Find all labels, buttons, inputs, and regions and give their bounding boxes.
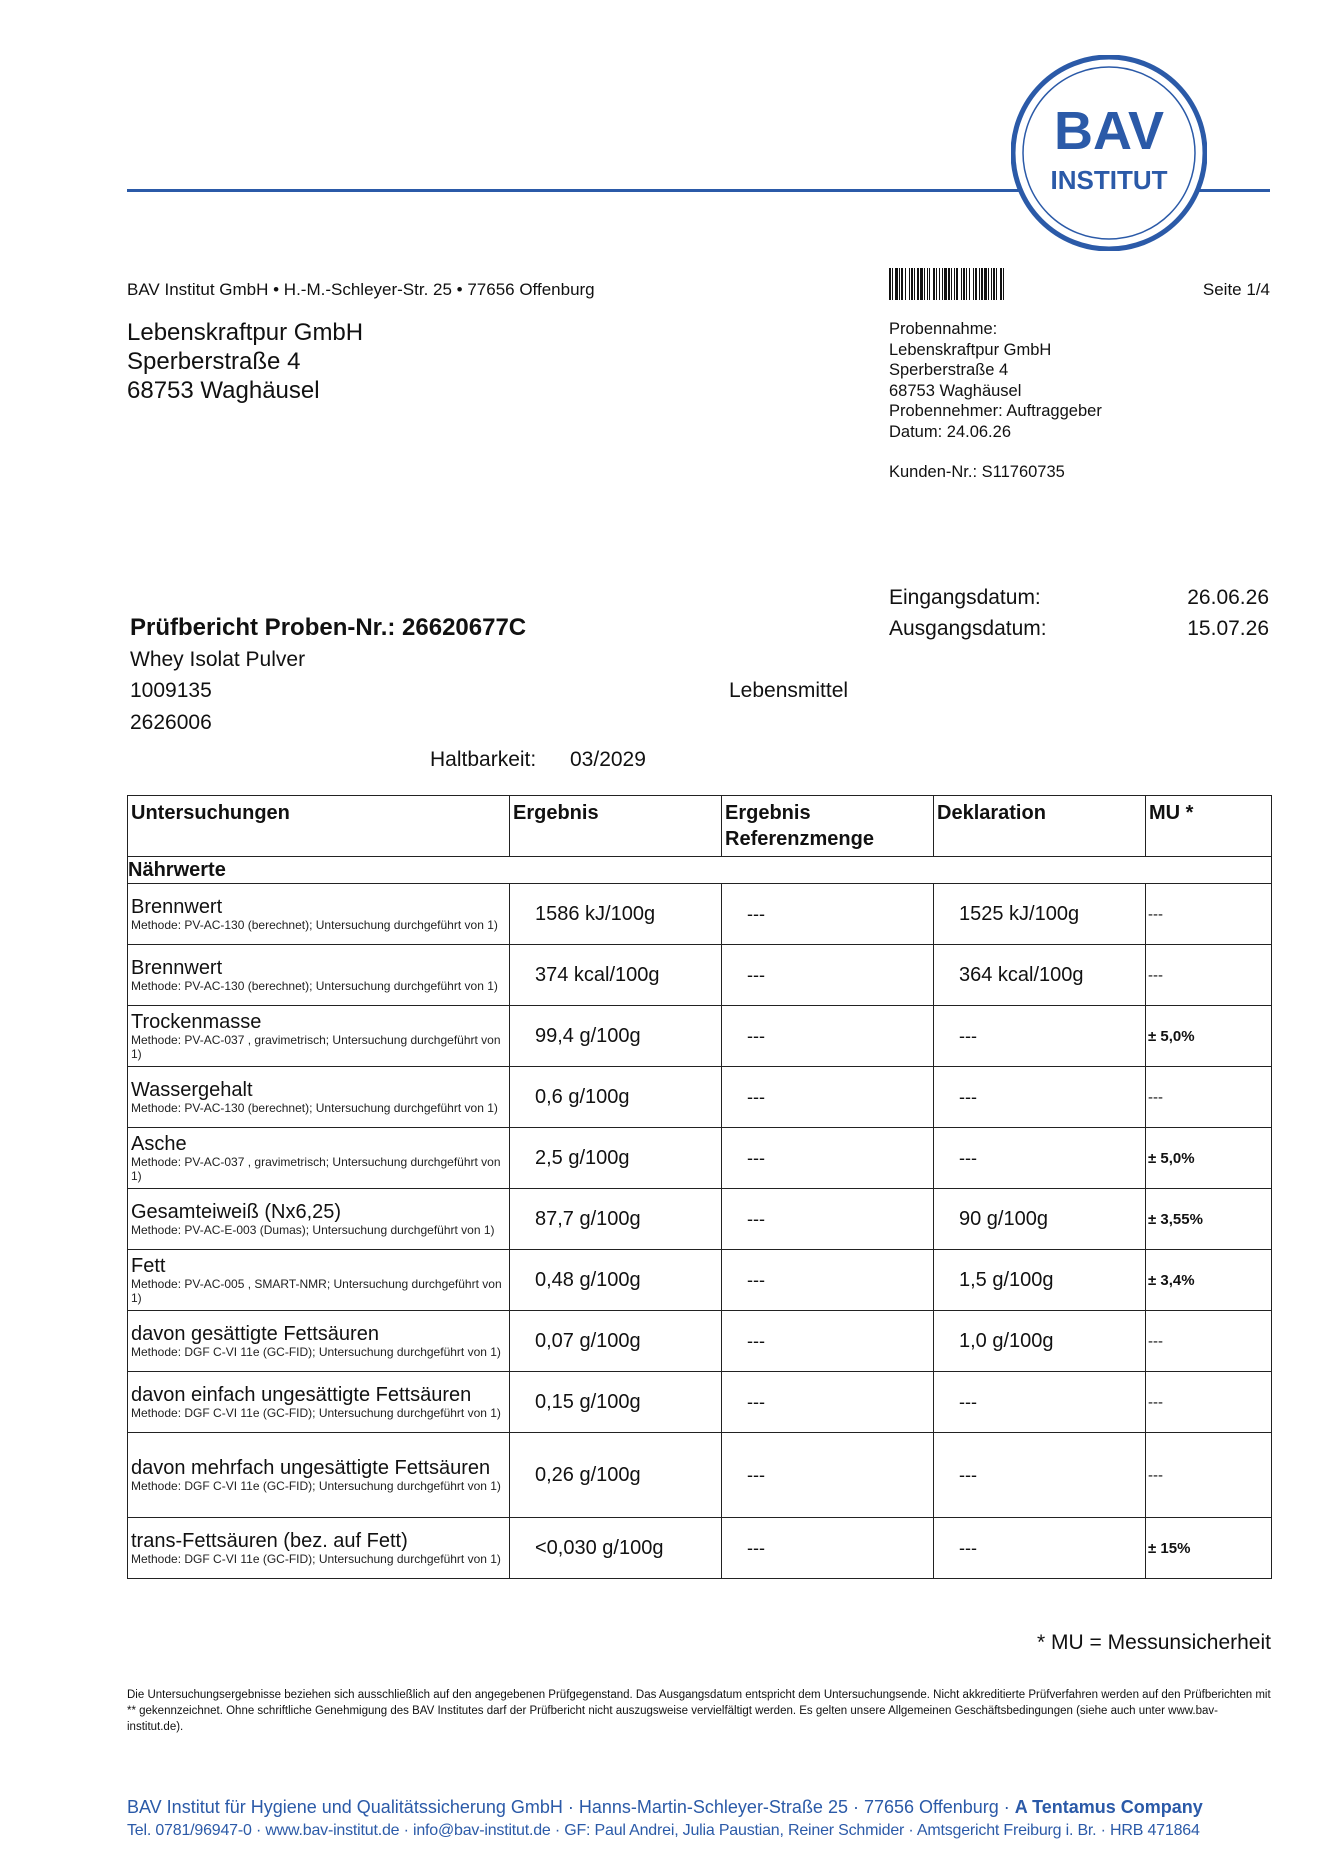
analyte-name: Asche [131,1133,187,1155]
barcode-bar [963,268,965,300]
barcode-bar [914,268,915,300]
analyte-name: Brennwert [131,896,223,918]
barcode-bar [996,268,997,300]
header-deklaration: Deklaration [934,796,1146,857]
barcode-bar [924,268,925,300]
table-row [128,1189,1272,1250]
declaration-value: 364 kcal/100g [934,945,1146,1006]
analyte-name: davon mehrfach ungesättigte Fettsäuren [131,1457,491,1479]
analyte-cell [128,1006,510,1067]
analyte-method: Methode: PV-AC-037 , gravimetrisch; Untersuchung durchgeführt von 1) [131,1155,501,1183]
table-row [128,1006,1272,1067]
header-ergebnis-referenzmenge: Ergebnis Referenzmenge [722,796,934,857]
declaration-value: --- [934,1128,1146,1189]
barcode-bar [905,268,906,300]
mu-footnote: * MU = Messunsicherheit [1036,1631,1271,1654]
analyte-name: Gesamteiweiß (Nx6,25) [131,1201,342,1223]
analyte-method: Methode: PV-AC-130 (berechnet); Untersuchung durchgeführt von 1) [131,979,498,993]
barcode-bar [966,268,967,300]
barcode-bar [956,268,958,300]
barcode-bar [991,268,992,300]
bav-logo [1011,55,1207,251]
reference-value: --- [722,1128,934,1189]
barcode-bar [954,268,955,300]
shelf-life-label: Haltbarkeit: [430,748,537,771]
barcode-bar [933,268,935,300]
barcode-bar [895,268,898,300]
recipient-address [127,318,363,405]
reference-value: --- [722,1250,934,1311]
product-code-1: 1009135 [130,679,212,702]
product-category: Lebensmittel [729,679,849,702]
result-value: 99,4 g/100g [510,1006,722,1067]
results-table [127,795,1272,1579]
declaration-value: 1,0 g/100g [934,1311,1146,1372]
footer-company-tag: A Tentamus Company [1014,1797,1203,1817]
analyte-method: Methode: DGF C-VI 11e (GC-FID); Untersuchung durchgeführt von 1) [131,1406,501,1420]
header-untersuchungen: Untersuchungen [128,796,510,857]
issued-date-label: Ausgangsdatum: [889,617,1047,640]
analyte-cell [128,1372,510,1433]
barcode-bar [927,268,928,300]
barcode-bar [939,268,940,300]
reference-value: --- [722,1433,934,1518]
declaration-value: --- [934,1372,1146,1433]
analyte-method: Methode: PV-AC-E-003 (Dumas); Untersuchung durchgeführt von 1) [131,1223,495,1237]
barcode-bar [979,268,980,300]
mu-value: ± 3,4% [1146,1250,1272,1311]
sampling-label: Probennahme: [889,320,998,338]
analyte-method: Methode: PV-AC-005 , SMART-NMR; Untersuchung durchgeführt von 1) [131,1277,502,1305]
barcode [889,268,1115,300]
mu-value: ± 3,55% [1146,1189,1272,1250]
barcode-bar [909,268,910,300]
table-header-row [128,796,1272,857]
report-title: Prüfbericht Proben-Nr.: 26620677C [130,614,527,641]
table-row [128,1067,1272,1128]
analyte-name: Wassergehalt [131,1079,253,1101]
table-row [128,1250,1272,1311]
mu-value: --- [1146,1067,1272,1128]
sampling-date: Datum: 24.06.26 [889,422,1011,441]
table-row [128,945,1272,1006]
sampler: Probennehmer: Auftraggeber [889,402,1102,420]
footer-contact: Tel. 0781/96947-0 · www.bav-institut.de · info@bav-institut.de · GF: Paul Andrei, Julia Paustian, Reiner Schmider · Amtsgericht Freiburg i. Br. · HRB 471864 [127,1822,1200,1839]
analyte-name: trans-Fettsäuren (bez. auf Fett) [131,1530,408,1552]
analyte-cell [128,884,510,945]
date-block [889,582,1269,644]
page-number: Seite 1/4 [1202,280,1270,299]
declaration-value: --- [934,1433,1146,1518]
mu-value: ± 5,0% [1146,1128,1272,1189]
section-naehrwerte: Nährwerte [128,857,1272,884]
analyte-cell [128,1128,510,1189]
declaration-value: 1525 kJ/100g [934,884,1146,945]
table-row [128,1518,1272,1579]
barcode-bar [920,268,923,300]
analyte-name: Fett [131,1255,166,1277]
sampling-city: 68753 Waghäusel [889,381,1022,400]
declaration-value: --- [934,1067,1146,1128]
analyte-name: davon gesättigte Fettsäuren [131,1323,379,1345]
header-mu: MU * [1146,796,1272,857]
analyte-cell [128,1189,510,1250]
analyte-name: Trockenmasse [131,1011,262,1033]
barcode-bar [1003,268,1004,300]
header-ergebnis: Ergebnis [510,796,722,857]
barcode-bar [899,268,900,300]
table-row [128,884,1272,945]
declaration-value: 1,5 g/100g [934,1250,1146,1311]
section-row [128,857,1272,884]
analyte-method: Methode: DGF C-VI 11e (GC-FID); Untersuchung durchgeführt von 1) [131,1552,501,1566]
mu-value: ± 15% [1146,1518,1272,1579]
product-name: Whey Isolat Pulver [130,648,306,671]
shelf-life-value: 03/2029 [570,748,646,771]
result-value: 87,7 g/100g [510,1189,722,1250]
barcode-bar [948,268,950,300]
result-value: 1586 kJ/100g [510,884,722,945]
recipient-company: Lebenskraftpur GmbH [127,319,364,346]
recipient-city: 68753 Waghäusel [127,377,320,404]
table-row [128,1433,1272,1518]
mu-value: --- [1146,1433,1272,1518]
table-row [128,1128,1272,1189]
reference-value: --- [722,945,934,1006]
barcode-bar [988,268,989,300]
analyte-method: Methode: PV-AC-037 , gravimetrisch; Untersuchung durchgeführt von 1) [131,1033,501,1061]
analyte-name: Brennwert [131,957,223,979]
barcode-bar [984,268,987,300]
recipient-street: Sperberstraße 4 [127,348,301,375]
analyte-method: Methode: DGF C-VI 11e (GC-FID); Untersuchung durchgeführt von 1) [131,1479,501,1493]
received-date-label: Eingangsdatum: [889,586,1041,609]
table-row [128,1311,1272,1372]
logo-text-institut: INSTITUT [1050,165,1168,195]
logo-text-bav: BAV [1053,101,1165,161]
result-value: 0,6 g/100g [510,1067,722,1128]
barcode-bar [942,268,943,300]
analyte-method: Methode: PV-AC-130 (berechnet); Untersuchung durchgeführt von 1) [131,918,498,932]
result-value: 0,48 g/100g [510,1250,722,1311]
analyte-cell [128,1518,510,1579]
result-value: 374 kcal/100g [510,945,722,1006]
barcode-bar [975,268,977,300]
result-value: 2,5 g/100g [510,1128,722,1189]
footer-address [127,1797,1203,1818]
declaration-value: 90 g/100g [934,1189,1146,1250]
reference-value: --- [722,1067,934,1128]
result-value: 0,07 g/100g [510,1311,722,1372]
barcode-bar [1000,268,1002,300]
sender-address-line: BAV Institut GmbH • H.-M.-Schleyer-Str. 25 • 77656 Offenburg [127,280,595,299]
reference-value: --- [722,1372,934,1433]
reference-value: --- [722,884,934,945]
reference-value: --- [722,1518,934,1579]
mu-value: --- [1146,945,1272,1006]
received-date-value: 26.06.26 [1187,586,1269,609]
barcode-bar [993,268,995,300]
barcode-bar [969,268,970,300]
customer-number: Kunden-Nr.: S11760735 [889,463,1065,481]
mu-value: --- [1146,1311,1272,1372]
barcode-bar [936,268,937,300]
sampling-info [889,319,1102,442]
reference-value: --- [722,1311,934,1372]
sampling-company: Lebenskraftpur GmbH [889,340,1052,359]
barcode-bar [892,268,893,300]
mu-value: ± 5,0% [1146,1006,1272,1067]
analyte-cell [128,945,510,1006]
analyte-cell [128,1250,510,1311]
result-value: 0,26 g/100g [510,1433,722,1518]
analyte-name: davon einfach ungesättigte Fettsäuren [131,1384,472,1406]
analyte-method: Methode: DGF C-VI 11e (GC-FID); Untersuchung durchgeführt von 1) [131,1345,501,1359]
analyte-cell [128,1311,510,1372]
product-code-2: 2626006 [130,711,212,734]
result-value: 0,15 g/100g [510,1372,722,1433]
declaration-value: --- [934,1518,1146,1579]
footer-address-text: BAV Institut für Hygiene und Qualitätssicherung GmbH · Hanns-Martin-Schleyer-Straße 25 · 77656 Offenburg · [127,1797,1015,1817]
reference-value: --- [722,1006,934,1067]
mu-value: --- [1146,884,1272,945]
sampling-street: Sperberstraße 4 [889,361,1009,379]
declaration-value: --- [934,1006,1146,1067]
barcode-bar [981,268,983,300]
barcode-bar [929,268,930,300]
barcode-bar [944,268,947,300]
barcode-bar [889,268,891,300]
result-value: <0,030 g/100g [510,1518,722,1579]
barcode-bar [973,268,974,300]
issued-date-value: 15.07.26 [1187,617,1269,640]
disclaimer-text: Die Untersuchungsergebnisse beziehen sich ausschließlich auf den angegebenen Prüfgegenstand. Das Ausgangsdatum entspricht dem Untersuchungsende. Nicht akkreditierte Prüfverfahren werden auf den Prüfberichten mit ** gekennzeichnet. Ohne schriftliche Genehmigung des BAV Institutes darf der Prüfbericht nicht auszugsweise vervielfältigt werden. Es gelten unsere Allgemeinen Geschäftsbedingungen (siehe auch unter www.bav-institut.de). [127,1689,1271,1733]
analyte-method: Methode: PV-AC-130 (berechnet); Untersuchung durchgeführt von 1) [131,1101,498,1115]
analyte-cell [128,1067,510,1128]
table-row [128,1372,1272,1433]
reference-value: --- [722,1189,934,1250]
barcode-bar [911,268,913,300]
barcode-bar [961,268,962,300]
analyte-cell [128,1433,510,1518]
barcode-bar [951,268,952,300]
barcode-bar [917,268,919,300]
mu-value: --- [1146,1372,1272,1433]
barcode-bar [901,268,903,300]
